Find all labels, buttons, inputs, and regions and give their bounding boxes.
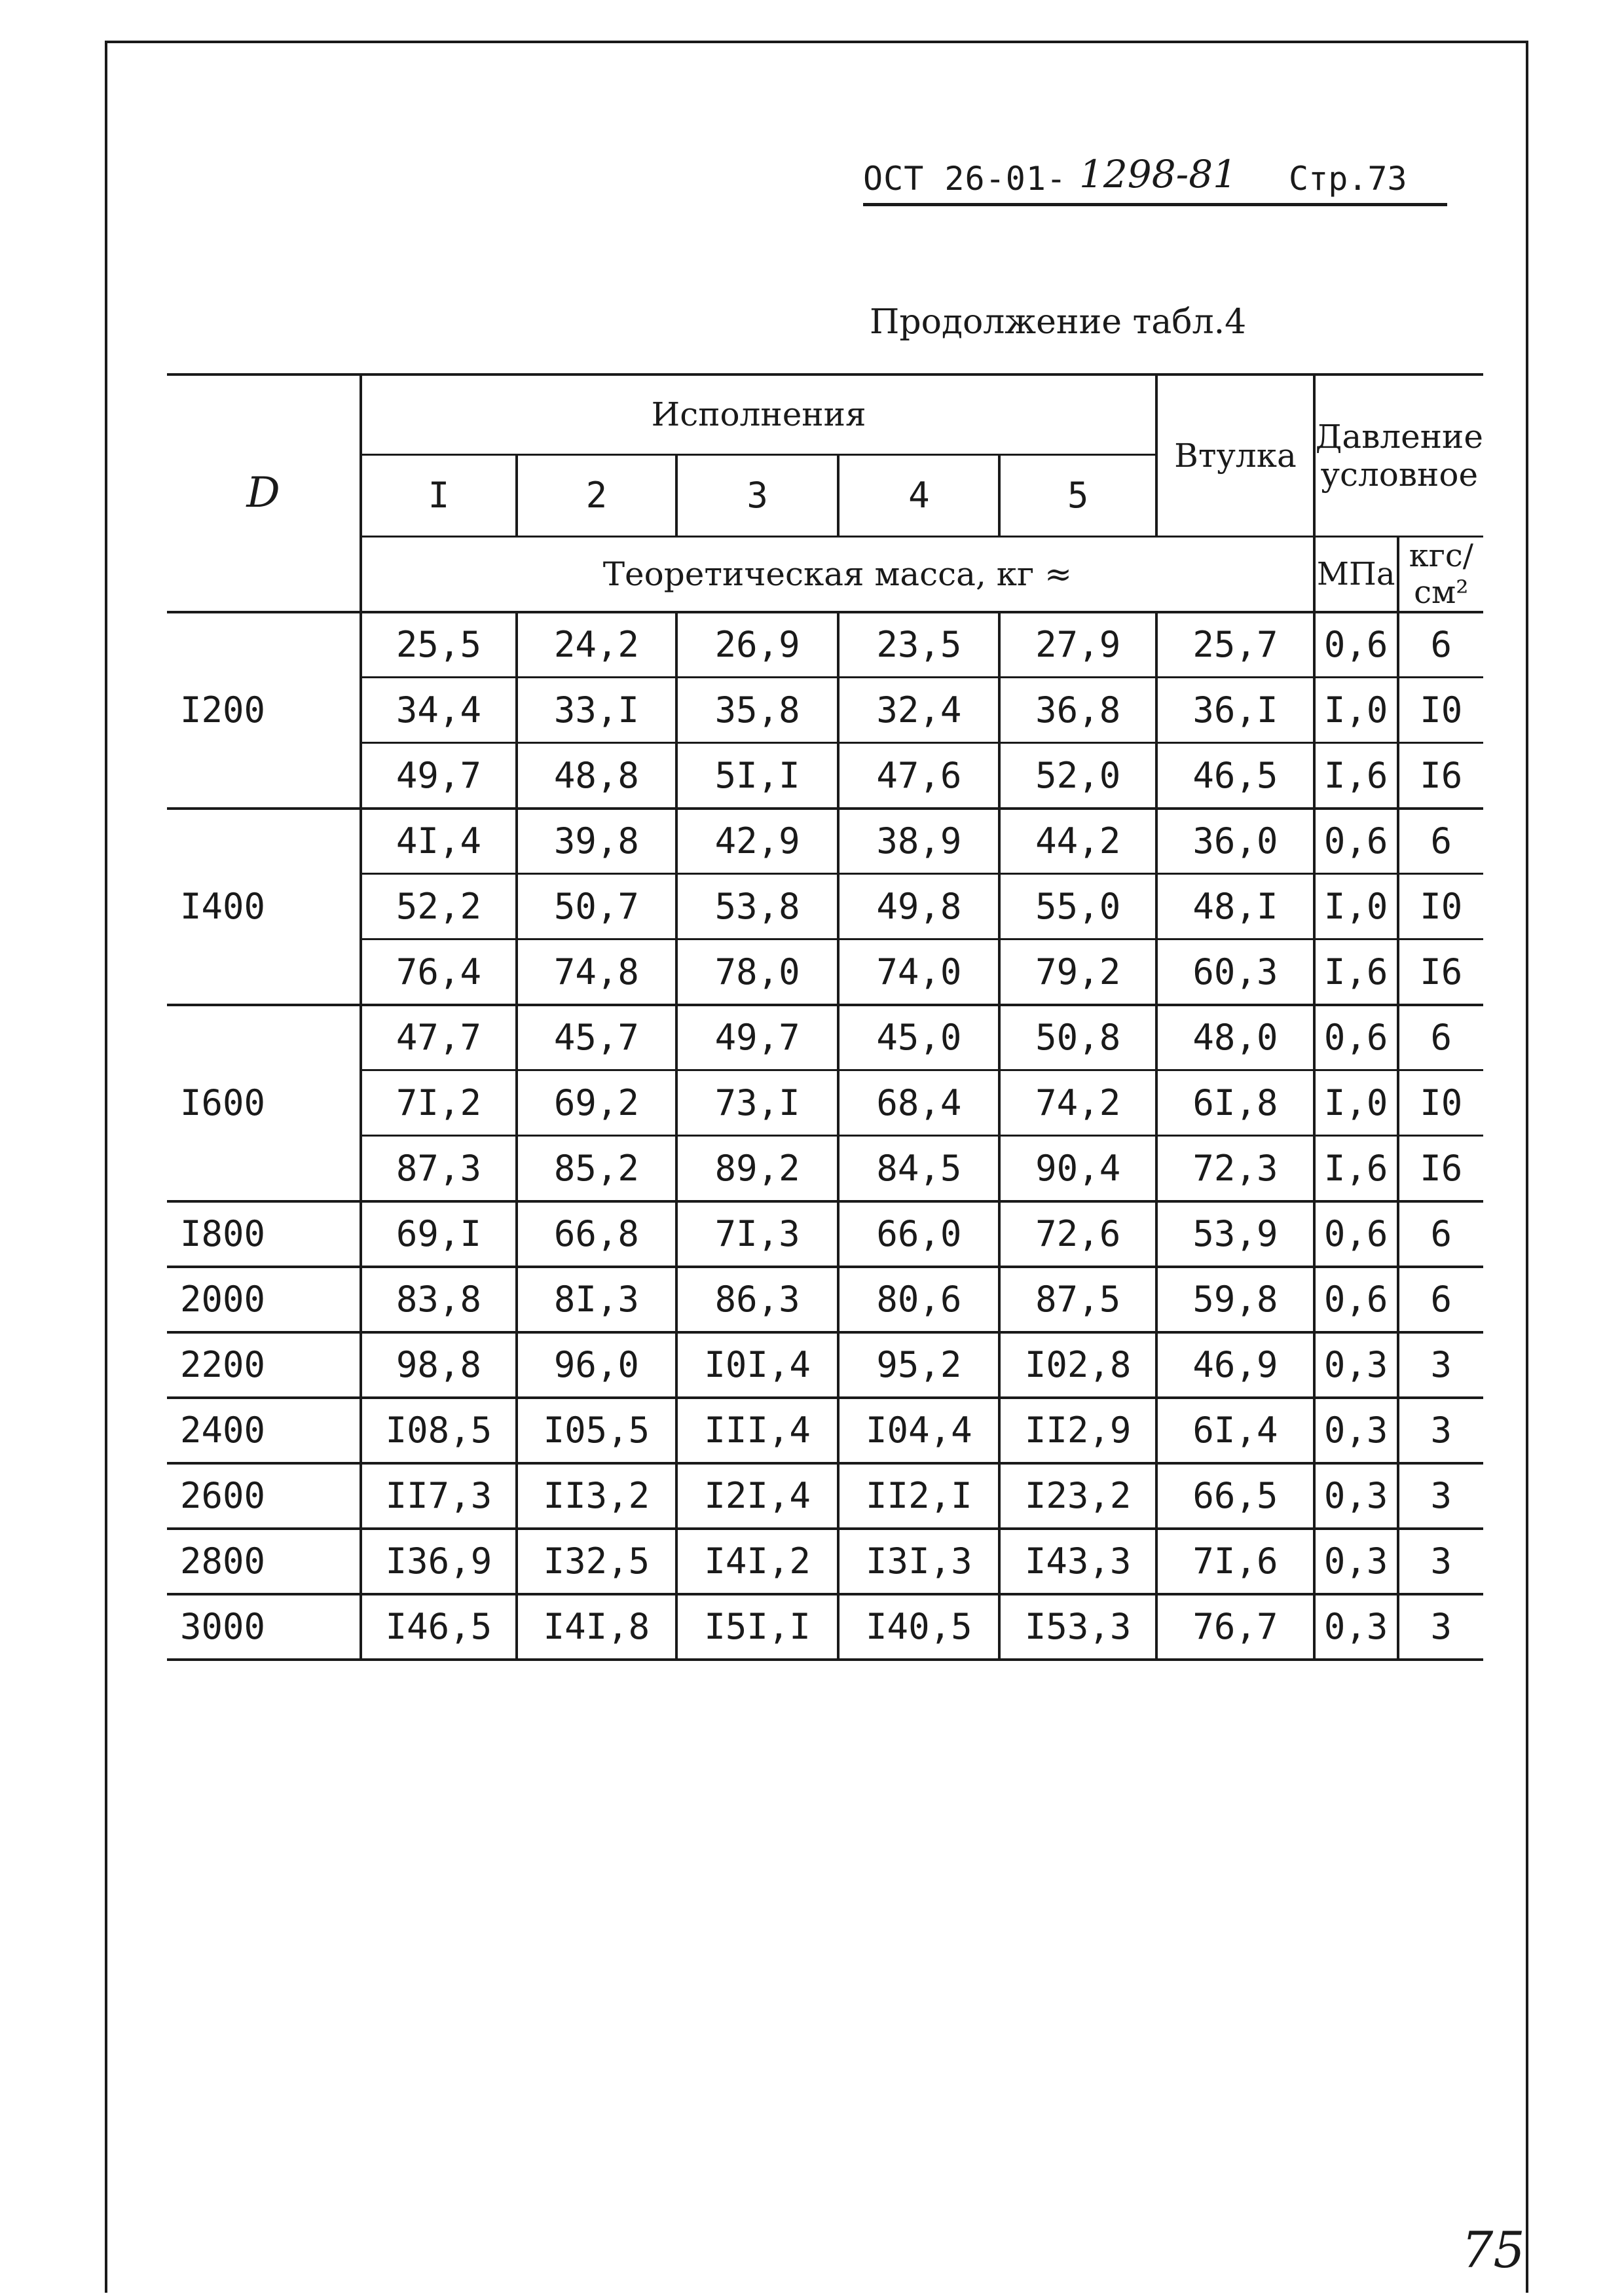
bushing-mass-cell: 46,5: [1156, 743, 1314, 809]
mass-cell-version-3: 26,9: [676, 612, 839, 678]
bushing-mass-cell: 66,5: [1156, 1463, 1314, 1529]
pressure-mpa-cell: 0,3: [1314, 1398, 1398, 1463]
mass-cell-version-2: 33,I: [517, 678, 676, 743]
mass-cell-version-4: I3I,3: [838, 1529, 999, 1594]
diameter-cell: I400: [167, 809, 361, 1005]
mass-cell-version-5: 50,8: [999, 1005, 1156, 1070]
table-body: [167, 612, 1483, 1660]
bushing-mass-cell: 46,9: [1156, 1332, 1314, 1398]
table-row: [167, 1267, 1483, 1332]
bushing-mass-cell: 59,8: [1156, 1267, 1314, 1332]
pressure-mpa-cell: I,0: [1314, 1070, 1398, 1136]
pressure-kgf-cell: I0: [1398, 1070, 1483, 1136]
header-version-3: 3: [676, 454, 839, 536]
mass-cell-version-3: III,4: [676, 1398, 839, 1463]
bushing-mass-cell: 25,7: [1156, 612, 1314, 678]
pressure-mpa-cell: 0,3: [1314, 1594, 1398, 1660]
mass-cell-version-1: 47,7: [361, 1005, 517, 1070]
mass-cell-version-2: 50,7: [517, 874, 676, 939]
mass-cell-version-3: 89,2: [676, 1136, 839, 1201]
page-frame-top: [105, 41, 1528, 43]
document-header: [863, 152, 1447, 204]
diameter-cell: I200: [167, 612, 361, 809]
mass-cell-version-3: 86,3: [676, 1267, 839, 1332]
page-frame-left: [105, 41, 107, 2293]
mass-cell-version-2: II3,2: [517, 1463, 676, 1529]
mass-cell-version-3: 42,9: [676, 809, 839, 874]
table-row: [167, 743, 1483, 809]
mass-cell-version-1: 76,4: [361, 939, 517, 1005]
mass-cell-version-2: I32,5: [517, 1529, 676, 1594]
table-row: [167, 1136, 1483, 1201]
pressure-mpa-cell: I,0: [1314, 678, 1398, 743]
mass-cell-version-4: 47,6: [838, 743, 999, 809]
pressure-mpa-cell: 0,3: [1314, 1529, 1398, 1594]
table-caption: Продолжение табл.4: [870, 302, 1247, 342]
standard-code: ОСТ 26-01-: [863, 160, 1067, 198]
mass-cell-version-2: 85,2: [517, 1136, 676, 1201]
pressure-kgf-cell: I6: [1398, 939, 1483, 1005]
mass-cell-version-3: 53,8: [676, 874, 839, 939]
diameter-cell: 3000: [167, 1594, 361, 1660]
pressure-kgf-cell: 3: [1398, 1463, 1483, 1529]
mass-cell-version-5: 55,0: [999, 874, 1156, 939]
mass-cell-version-5: 87,5: [999, 1267, 1156, 1332]
mass-cell-version-4: 23,5: [838, 612, 999, 678]
mass-cell-version-5: 79,2: [999, 939, 1156, 1005]
mass-cell-version-4: 45,0: [838, 1005, 999, 1070]
mass-cell-version-2: 24,2: [517, 612, 676, 678]
mass-cell-version-4: I40,5: [838, 1594, 999, 1660]
header-version-5: 5: [999, 454, 1156, 536]
table-row: [167, 939, 1483, 1005]
mass-cell-version-2: 45,7: [517, 1005, 676, 1070]
standard-number-handwritten: 1298-81: [1079, 152, 1238, 196]
pressure-kgf-cell: 6: [1398, 809, 1483, 874]
mass-cell-version-4: 68,4: [838, 1070, 999, 1136]
pressure-mpa-cell: I,0: [1314, 874, 1398, 939]
mass-cell-version-4: 49,8: [838, 874, 999, 939]
mass-cell-version-2: 69,2: [517, 1070, 676, 1136]
mass-cell-version-1: I36,9: [361, 1529, 517, 1594]
bushing-mass-cell: 72,3: [1156, 1136, 1314, 1201]
diameter-cell: 2200: [167, 1332, 361, 1398]
mass-cell-version-5: 90,4: [999, 1136, 1156, 1201]
table-row: [167, 1005, 1483, 1070]
pressure-kgf-cell: 3: [1398, 1594, 1483, 1660]
mass-cell-version-3: 7I,3: [676, 1201, 839, 1267]
pressure-kgf-cell: 3: [1398, 1398, 1483, 1463]
pressure-mpa-cell: I,6: [1314, 939, 1398, 1005]
pressure-mpa-cell: 0,6: [1314, 1005, 1398, 1070]
mass-cell-version-4: 80,6: [838, 1267, 999, 1332]
header-version-1: I: [361, 454, 517, 536]
pressure-kgf-cell: 3: [1398, 1332, 1483, 1398]
mass-cell-version-3: 73,I: [676, 1070, 839, 1136]
pressure-mpa-cell: 0,3: [1314, 1463, 1398, 1529]
header-d: [167, 374, 361, 612]
table-row: [167, 809, 1483, 874]
mass-cell-version-4: 74,0: [838, 939, 999, 1005]
pressure-kgf-cell: I0: [1398, 874, 1483, 939]
mass-cell-version-2: I4I,8: [517, 1594, 676, 1660]
mass-cell-version-1: I46,5: [361, 1594, 517, 1660]
mass-cell-version-1: I08,5: [361, 1398, 517, 1463]
mass-cell-version-5: 72,6: [999, 1201, 1156, 1267]
pressure-mpa-cell: 0,3: [1314, 1332, 1398, 1398]
mass-cell-version-1: 34,4: [361, 678, 517, 743]
mass-cell-version-2: 74,8: [517, 939, 676, 1005]
mass-cell-version-1: 7I,2: [361, 1070, 517, 1136]
mass-cell-version-5: 36,8: [999, 678, 1156, 743]
mass-cell-version-3: I4I,2: [676, 1529, 839, 1594]
pressure-mpa-cell: 0,6: [1314, 1201, 1398, 1267]
diameter-cell: I800: [167, 1201, 361, 1267]
mass-cell-version-1: 25,5: [361, 612, 517, 678]
mass-cell-version-5: 44,2: [999, 809, 1156, 874]
table-row: [167, 1201, 1483, 1267]
pressure-kgf-cell: I0: [1398, 678, 1483, 743]
mass-cell-version-1: 49,7: [361, 743, 517, 809]
mass-cell-version-2: I05,5: [517, 1398, 676, 1463]
bushing-mass-cell: 48,I: [1156, 874, 1314, 939]
mass-cell-version-5: I53,3: [999, 1594, 1156, 1660]
mass-cell-version-4: 95,2: [838, 1332, 999, 1398]
mass-cell-version-5: I23,2: [999, 1463, 1156, 1529]
mass-cell-version-1: 69,I: [361, 1201, 517, 1267]
mass-cell-version-1: 98,8: [361, 1332, 517, 1398]
pressure-label-1: Давление: [1315, 417, 1483, 456]
bushing-mass-cell: 60,3: [1156, 939, 1314, 1005]
mass-cell-version-5: I43,3: [999, 1529, 1156, 1594]
mass-table: [167, 373, 1483, 1661]
header-version-4: 4: [838, 454, 999, 536]
bushing-mass-cell: 36,0: [1156, 809, 1314, 874]
header-versions-group: Исполнения: [361, 374, 1156, 454]
mass-cell-version-5: 52,0: [999, 743, 1156, 809]
pressure-kgf-cell: 6: [1398, 1005, 1483, 1070]
pressure-kgf-cell: 6: [1398, 612, 1483, 678]
mass-cell-version-4: 66,0: [838, 1201, 999, 1267]
header-unit-kgf: кгс/см²: [1398, 536, 1483, 612]
mass-table-wrapper: [167, 373, 1483, 1661]
mass-cell-version-3: 49,7: [676, 1005, 839, 1070]
header-pressure: [1314, 374, 1483, 536]
mass-cell-version-4: 32,4: [838, 678, 999, 743]
table-row: [167, 1463, 1483, 1529]
header-unit-mpa: МПа: [1314, 536, 1398, 612]
table-row: [167, 1529, 1483, 1594]
mass-cell-version-3: 5I,I: [676, 743, 839, 809]
pressure-kgf-cell: 3: [1398, 1529, 1483, 1594]
header-mass-label: Теоретическая масса, кг ≈: [361, 536, 1314, 612]
mass-cell-version-5: II2,9: [999, 1398, 1156, 1463]
mass-cell-version-4: I04,4: [838, 1398, 999, 1463]
pressure-kgf-cell: 6: [1398, 1267, 1483, 1332]
mass-cell-version-3: I0I,4: [676, 1332, 839, 1398]
page-label: Стр.73: [1289, 160, 1407, 198]
mass-cell-version-2: 8I,3: [517, 1267, 676, 1332]
mass-cell-version-2: 39,8: [517, 809, 676, 874]
mass-cell-version-2: 66,8: [517, 1201, 676, 1267]
mass-cell-version-1: 83,8: [361, 1267, 517, 1332]
pressure-mpa-cell: I,6: [1314, 743, 1398, 809]
bushing-mass-cell: 53,9: [1156, 1201, 1314, 1267]
mass-cell-version-1: 4I,4: [361, 809, 517, 874]
header-underline: [863, 203, 1447, 206]
table-row: [167, 1332, 1483, 1398]
mass-cell-version-4: 84,5: [838, 1136, 999, 1201]
pressure-kgf-cell: I6: [1398, 1136, 1483, 1201]
table-row: [167, 1070, 1483, 1136]
pressure-label-2: условное: [1320, 455, 1479, 494]
mass-cell-version-5: 27,9: [999, 612, 1156, 678]
header-version-2: 2: [517, 454, 676, 536]
mass-cell-version-1: II7,3: [361, 1463, 517, 1529]
page-frame-right: [1526, 41, 1528, 2293]
page-number: 75: [1462, 2221, 1525, 2279]
table-row: [167, 874, 1483, 939]
mass-cell-version-2: 96,0: [517, 1332, 676, 1398]
mass-cell-version-5: 74,2: [999, 1070, 1156, 1136]
bushing-mass-cell: 76,7: [1156, 1594, 1314, 1660]
table-row: [167, 678, 1483, 743]
pressure-mpa-cell: 0,6: [1314, 1267, 1398, 1332]
mass-cell-version-3: I2I,4: [676, 1463, 839, 1529]
bushing-mass-cell: 7I,6: [1156, 1529, 1314, 1594]
mass-cell-version-4: 38,9: [838, 809, 999, 874]
mass-cell-version-5: I02,8: [999, 1332, 1156, 1398]
diameter-cell: 2000: [167, 1267, 361, 1332]
pressure-mpa-cell: 0,6: [1314, 809, 1398, 874]
mass-cell-version-4: II2,I: [838, 1463, 999, 1529]
pressure-kgf-cell: 6: [1398, 1201, 1483, 1267]
mass-cell-version-1: 87,3: [361, 1136, 517, 1201]
diameter-cell: 2800: [167, 1529, 361, 1594]
header-bushing: Втулка: [1156, 374, 1314, 536]
bushing-mass-cell: 36,I: [1156, 678, 1314, 743]
diameter-cell: 2600: [167, 1463, 361, 1529]
table-row: [167, 612, 1483, 678]
mass-cell-version-2: 48,8: [517, 743, 676, 809]
mass-cell-version-1: 52,2: [361, 874, 517, 939]
pressure-kgf-cell: I6: [1398, 743, 1483, 809]
diameter-cell: 2400: [167, 1398, 361, 1463]
pressure-mpa-cell: I,6: [1314, 1136, 1398, 1201]
bushing-mass-cell: 6I,8: [1156, 1070, 1314, 1136]
table-row: [167, 1594, 1483, 1660]
d-label: D: [246, 469, 280, 518]
diameter-cell: I600: [167, 1005, 361, 1201]
table-row: [167, 1398, 1483, 1463]
bushing-mass-cell: 6I,4: [1156, 1398, 1314, 1463]
mass-cell-version-3: 35,8: [676, 678, 839, 743]
mass-cell-version-3: I5I,I: [676, 1594, 839, 1660]
pressure-mpa-cell: 0,6: [1314, 612, 1398, 678]
bushing-mass-cell: 48,0: [1156, 1005, 1314, 1070]
mass-cell-version-3: 78,0: [676, 939, 839, 1005]
